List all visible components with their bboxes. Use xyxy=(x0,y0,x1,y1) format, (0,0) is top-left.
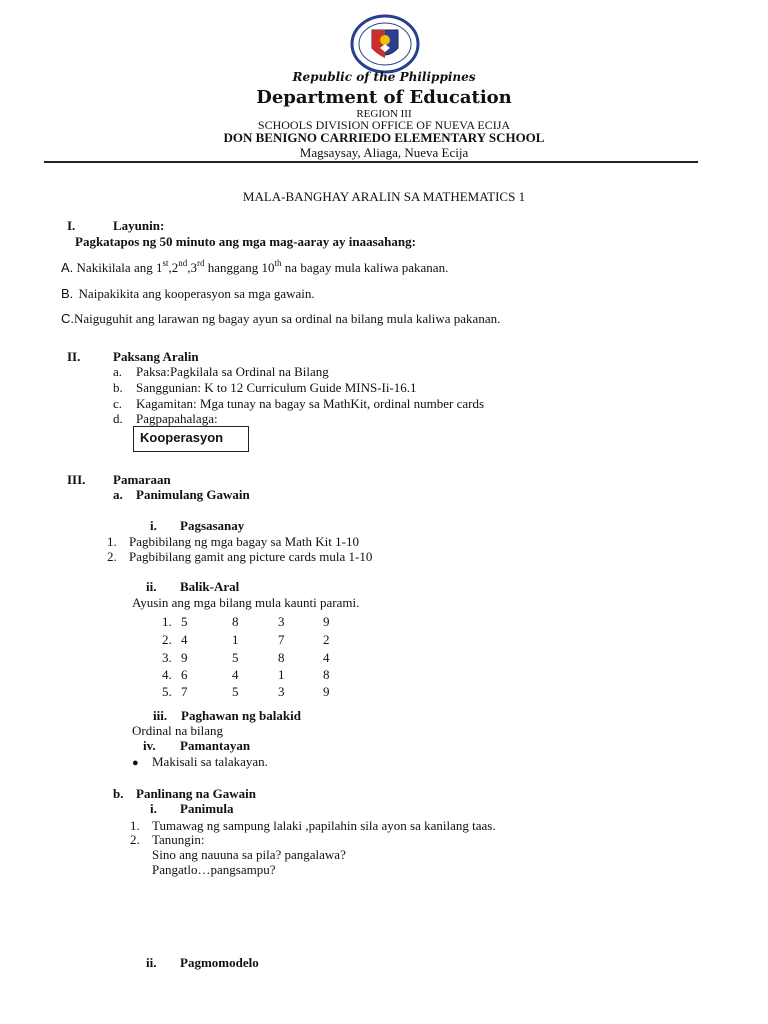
review-value: 9 xyxy=(323,684,330,699)
review-instruction: Ayusin ang mga bilang mula kaunti parami. xyxy=(132,595,360,610)
region-line: REGION III xyxy=(356,108,412,120)
section1-intro: Pagkatapos ng 50 minuto ang mga mag-aaray ay inaasahang: xyxy=(75,234,416,249)
republic-line: Republic of the Philippines xyxy=(292,70,476,84)
subsection-b-i: i. Panimula xyxy=(150,801,234,816)
objective-a xyxy=(61,258,448,276)
review-value: 3 xyxy=(278,614,285,629)
topic-item-c: c. Kagamitan: Mga tunay na bagay sa MathKit, ordinal number cards xyxy=(113,396,485,411)
lesson-title: MALA-BANGHAY ARALIN SA MATHEMATICS 1 xyxy=(242,189,526,204)
objective-b-letter: B. xyxy=(61,286,74,301)
drill-1: 1. Pagbibilang ng mga bagay sa Math Kit 1-10 xyxy=(107,534,359,549)
division-line: SCHOOLS DIVISION OFFICE OF NUEVA ECIJA xyxy=(257,118,511,132)
step-2: 2. Tanungin: xyxy=(130,832,205,847)
review-value: 5 xyxy=(181,614,188,629)
review-value: 1 xyxy=(232,632,239,647)
topic-item-a: a. Paksa:Pagkilala sa Ordinal na Bilang xyxy=(113,364,329,379)
objective-a-letter: A. xyxy=(61,260,74,275)
review-value: 9 xyxy=(181,650,188,665)
objective-c-text: Naiguguhit ang larawan ng bagay ayun sa ordinal na bilang mula kaliwa pakanan. xyxy=(74,311,501,326)
value-box-label: Kooperasyon xyxy=(140,430,224,445)
review-value: 7 xyxy=(181,684,188,699)
review-value: 4 xyxy=(181,632,188,647)
drill-2: 2. Pagbibilang gamit ang picture cards mula 1-10 xyxy=(107,549,373,564)
section1-number: I. xyxy=(67,218,76,233)
school-line: DON BENIGNO CARRIEDO ELEMENTARY SCHOOL xyxy=(223,130,545,145)
section3-number: III. xyxy=(67,472,86,487)
section1-heading: Layunin: xyxy=(113,218,165,233)
question-1: Sino ang nauuna sa pila? pangalawa? xyxy=(152,847,346,862)
section3-heading: Pamaraan xyxy=(113,472,171,487)
review-row-number: 5. xyxy=(162,684,172,699)
review-row xyxy=(162,667,362,683)
objective-c xyxy=(61,311,500,327)
review-value: 4 xyxy=(323,650,330,665)
review-value: 5 xyxy=(232,684,239,699)
review-value: 7 xyxy=(278,632,285,647)
review-value: 8 xyxy=(323,667,330,682)
step-1: 1. Tumawag ng sampung lalaki ,papilahin sila ayon sa kanilang taas. xyxy=(130,818,496,833)
review-value: 4 xyxy=(232,667,239,682)
review-row xyxy=(162,632,362,648)
objective-a-text: Nakikilala ang 1st,2nd,3rd hanggang 10th na bagay mula kaliwa pakanan. xyxy=(76,258,449,275)
review-value: 2 xyxy=(323,632,330,647)
review-value: 8 xyxy=(232,614,239,629)
subsection-b-ii: ii. Pagmomodelo xyxy=(146,955,259,970)
objective-b-text: Naipakikita ang kooperasyon sa mga gawain. xyxy=(78,286,315,301)
standard-bullet: ● Makisali sa talakayan. xyxy=(132,754,268,769)
objective-b xyxy=(61,286,315,302)
review-row xyxy=(162,614,362,630)
review-row-number: 2. xyxy=(162,632,172,647)
objective-c-letter: C. xyxy=(61,311,74,326)
topic-item-b: b. Sanggunian: K to 12 Curriculum Guide MINS-Ii-16.1 xyxy=(113,380,417,395)
obstacle-text: Ordinal na bilang xyxy=(132,723,223,738)
subsection-iii: iii. Paghawan ng balakid xyxy=(153,708,301,723)
review-row-number: 4. xyxy=(162,667,172,682)
subsection-ii: ii. Balik-Aral xyxy=(146,579,240,594)
header-divider xyxy=(44,161,698,163)
review-value: 8 xyxy=(278,650,285,665)
review-value: 9 xyxy=(323,614,330,629)
seal-icon xyxy=(350,14,420,74)
question-2: Pangatlo…pangsampu? xyxy=(152,862,276,877)
subsection-a: a. Panimulang Gawain xyxy=(113,487,250,502)
review-value: 5 xyxy=(232,650,239,665)
topic-item-d: d. Pagpapahalaga: xyxy=(113,411,218,426)
department-line: Department of Education xyxy=(256,87,512,108)
review-row xyxy=(162,684,362,700)
section2-number: II. xyxy=(67,349,81,364)
subsection-b: b. Panlinang na Gawain xyxy=(113,786,256,801)
section2-heading: Paksang Aralin xyxy=(113,349,199,364)
subsection-iv: iv. Pamantayan xyxy=(143,738,251,753)
bullet-icon: ● xyxy=(132,757,139,769)
review-row-number: 1. xyxy=(162,614,172,629)
review-row-number: 3. xyxy=(162,650,172,665)
review-value: 3 xyxy=(278,684,285,699)
review-row xyxy=(162,650,362,666)
address-line: Magsaysay, Aliaga, Nueva Ecija xyxy=(299,145,469,160)
review-value: 1 xyxy=(278,667,285,682)
deped-seal xyxy=(350,14,420,74)
review-value: 6 xyxy=(181,667,188,682)
subsection-i: i. Pagsasanay xyxy=(150,518,245,533)
